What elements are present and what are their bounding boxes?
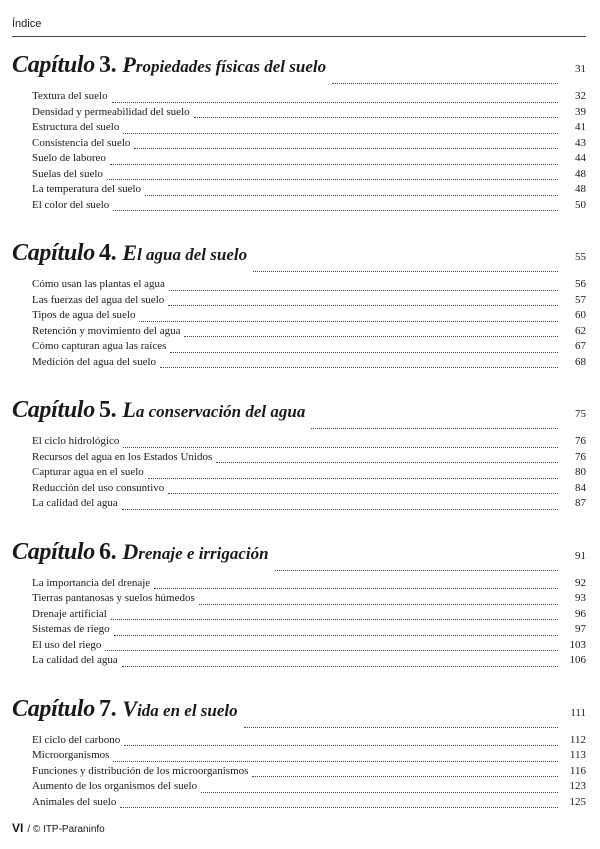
entry-page: 41	[575, 121, 586, 133]
toc-entry[interactable]	[32, 121, 586, 137]
section-list	[32, 435, 586, 513]
dot-leader	[253, 270, 558, 272]
dot-leader	[111, 618, 558, 620]
entry-title: Microorganismos	[32, 749, 110, 761]
toc-entry[interactable]	[32, 734, 586, 750]
entry-page: 67	[575, 340, 586, 352]
entry-title: El uso del riego	[32, 638, 102, 651]
entry-title: Tipos de agua del suelo	[32, 309, 136, 321]
dot-leader	[170, 351, 558, 353]
toc-entry[interactable]	[32, 199, 586, 215]
chapter-label: Capítulo 6.	[12, 538, 117, 565]
chapter-number: 4.	[98, 240, 117, 266]
entry-title: Tierras pantanosas y suelos húmedos	[32, 592, 195, 604]
dot-leader	[168, 492, 558, 494]
entry-page: 76	[575, 450, 586, 463]
dot-leader	[332, 82, 558, 84]
dot-leader	[199, 603, 558, 605]
chapter-page: 111	[570, 706, 586, 719]
toc-entry[interactable]	[32, 435, 586, 451]
entry-page: 93	[575, 592, 586, 604]
entry-title: Las fuerzas del agua del suelo	[32, 293, 165, 306]
chapter-2	[12, 240, 586, 371]
chapter-page: 91	[575, 549, 586, 562]
dot-leader	[168, 304, 558, 306]
entry-title: Cómo usan las plantas el agua	[32, 278, 165, 290]
toc-entry[interactable]	[32, 654, 586, 670]
entry-title: Textura del suelo	[32, 90, 108, 102]
entry-page: 106	[569, 654, 586, 666]
entry-title: Reducción del uso consuntivo	[32, 481, 165, 494]
dot-leader	[123, 132, 558, 134]
entry-title: Suelas del suelo	[32, 167, 103, 180]
entry-title: Estructura del suelo	[32, 121, 120, 133]
entry-page: 48	[575, 183, 586, 195]
toc-entry[interactable]	[32, 623, 586, 639]
chapter-page: 75	[575, 408, 586, 420]
dot-leader	[112, 101, 558, 103]
toc-entry[interactable]	[32, 639, 586, 655]
chapter-label: Capítulo 3.	[12, 52, 117, 78]
entry-title: Retención y movimiento del agua	[32, 324, 181, 337]
entry-page: 80	[575, 466, 586, 478]
toc-entry[interactable]	[32, 168, 586, 184]
toc-entry[interactable]	[32, 152, 586, 168]
entry-page: 92	[575, 576, 586, 589]
toc-entry[interactable]	[32, 780, 586, 796]
entry-page: 123	[569, 780, 586, 792]
entry-title: Drenaje artificial	[32, 607, 107, 620]
toc-entry[interactable]	[32, 137, 586, 153]
dot-leader	[160, 366, 558, 368]
dot-leader	[123, 446, 558, 448]
entry-title: La calidad del agua	[32, 654, 118, 666]
section-list	[32, 90, 586, 214]
entry-page: 62	[575, 324, 586, 337]
entry-title: Animales del suelo	[32, 795, 117, 808]
page-footer	[12, 821, 105, 835]
dot-leader	[154, 587, 558, 589]
toc-entry[interactable]	[32, 608, 586, 624]
chapter-heading[interactable]	[12, 397, 586, 433]
dot-leader	[113, 760, 558, 762]
entry-page: 84	[575, 481, 586, 494]
toc-entry[interactable]	[32, 482, 586, 498]
entry-title: Consistencia del suelo	[32, 136, 131, 149]
dot-leader	[148, 477, 558, 479]
toc-entry[interactable]	[32, 183, 586, 199]
dot-leader	[114, 634, 558, 636]
chapter-heading[interactable]	[12, 539, 586, 575]
entry-page: 56	[575, 278, 586, 290]
entry-title: Aumento de los organismos del suelo	[32, 780, 198, 792]
chapter-1	[12, 52, 586, 214]
dot-leader	[110, 163, 558, 165]
entry-page: 44	[575, 152, 586, 164]
dot-leader	[122, 508, 558, 510]
entry-title: La importancia del drenaje	[32, 576, 151, 589]
section-list	[32, 734, 586, 812]
entry-title: Suelo de laboreo	[32, 152, 106, 164]
entry-title: Medición del agua del suelo	[32, 355, 157, 368]
toc-entry[interactable]	[32, 765, 586, 781]
entry-title: La calidad del agua	[32, 497, 118, 509]
chapter-heading[interactable]	[12, 52, 586, 88]
entry-page: 32	[575, 90, 586, 102]
dot-leader	[275, 569, 558, 571]
chapter-number: 5.	[98, 397, 117, 423]
entry-page: 39	[575, 105, 586, 118]
chapter-number: 3.	[98, 52, 117, 78]
entry-title: La temperatura del suelo	[32, 183, 142, 195]
dot-leader	[107, 178, 558, 180]
entry-page: 97	[575, 623, 586, 635]
entry-page: 48	[575, 167, 586, 180]
chapter-title: Propiedades físicas del suelo	[122, 52, 327, 77]
dot-leader	[134, 147, 558, 149]
entry-page: 116	[569, 764, 586, 777]
chapter-title: El agua del suelo	[122, 240, 248, 265]
dot-leader	[216, 461, 558, 463]
chapter-heading[interactable]	[12, 696, 586, 732]
chapter-5	[12, 696, 586, 812]
entry-title: El ciclo hidrológico	[32, 435, 120, 447]
chapter-label: Capítulo 5.	[12, 397, 117, 423]
chapter-title: La conservación del agua	[122, 397, 306, 422]
entry-title: El color del suelo	[32, 198, 110, 211]
dot-leader	[124, 744, 558, 746]
section-list	[32, 278, 586, 371]
dot-leader	[244, 726, 558, 728]
toc-entry[interactable]	[32, 749, 586, 765]
entry-page: 76	[575, 435, 586, 447]
entry-title: El ciclo del carbono	[32, 733, 121, 746]
footer-publisher: / © ITP-Paraninfo	[27, 824, 105, 835]
chapter-number: 7.	[98, 695, 117, 722]
entry-page: 113	[569, 749, 586, 761]
chapter-page: 31	[575, 63, 586, 75]
dot-leader	[311, 427, 558, 429]
chapter-page: 55	[575, 251, 586, 263]
entry-title: Funciones y distribución de los microorganismos	[32, 764, 249, 777]
dot-leader	[145, 194, 558, 196]
section-list	[32, 577, 586, 670]
chapter-label: Capítulo 7.	[12, 695, 117, 722]
toc-entry[interactable]	[32, 294, 586, 310]
entry-page: 96	[575, 607, 586, 620]
entry-page: 125	[569, 795, 586, 808]
toc-entry[interactable]	[32, 278, 586, 294]
chapter-4	[12, 539, 586, 670]
toc-entry[interactable]	[32, 466, 586, 482]
entry-title: Sistemas de riego	[32, 623, 110, 635]
table-of-contents	[12, 50, 586, 811]
toc-entry[interactable]	[32, 106, 586, 122]
dot-leader	[139, 320, 558, 322]
toc-entry[interactable]	[32, 340, 586, 356]
toc-entry[interactable]	[32, 577, 586, 593]
chapter-number: 6.	[98, 538, 117, 565]
chapter-title: Vida en el suelo	[122, 695, 238, 721]
toc-entry[interactable]	[32, 309, 586, 325]
chapter-title: Drenaje e irrigación	[122, 538, 269, 564]
chapter-heading[interactable]	[12, 240, 586, 276]
dot-leader	[113, 209, 558, 211]
toc-entry[interactable]	[32, 592, 586, 608]
toc-entry[interactable]	[32, 451, 586, 467]
entry-title: Recursos del agua en los Estados Unidos	[32, 450, 213, 463]
toc-entry[interactable]	[32, 796, 586, 812]
entry-title: Cómo capturan agua las raíces	[32, 340, 167, 352]
dot-leader	[194, 116, 558, 118]
dot-leader	[122, 665, 558, 667]
footer-page-number: VI	[12, 821, 24, 835]
dot-leader	[184, 335, 558, 337]
entry-page: 43	[575, 136, 586, 149]
entry-page: 60	[575, 309, 586, 321]
toc-entry[interactable]	[32, 90, 586, 106]
chapter-label: Capítulo 4.	[12, 240, 117, 266]
toc-entry[interactable]	[32, 497, 586, 513]
entry-title: Capturar agua en el suelo	[32, 466, 144, 478]
dot-leader	[252, 775, 558, 777]
dot-leader	[105, 649, 558, 651]
entry-page: 87	[575, 497, 586, 509]
entry-page: 103	[569, 638, 586, 651]
toc-entry[interactable]	[32, 356, 586, 372]
header-rule	[12, 36, 586, 37]
entry-page: 50	[575, 198, 586, 211]
dot-leader	[120, 806, 558, 808]
toc-entry[interactable]	[32, 325, 586, 341]
entry-page: 112	[569, 733, 586, 746]
dot-leader	[169, 289, 558, 291]
entry-title: Densidad y permeabilidad del suelo	[32, 105, 190, 118]
running-header: Índice	[12, 18, 42, 30]
entry-page: 68	[575, 355, 586, 368]
dot-leader	[201, 791, 558, 793]
chapter-3	[12, 397, 586, 513]
entry-page: 57	[575, 293, 586, 306]
